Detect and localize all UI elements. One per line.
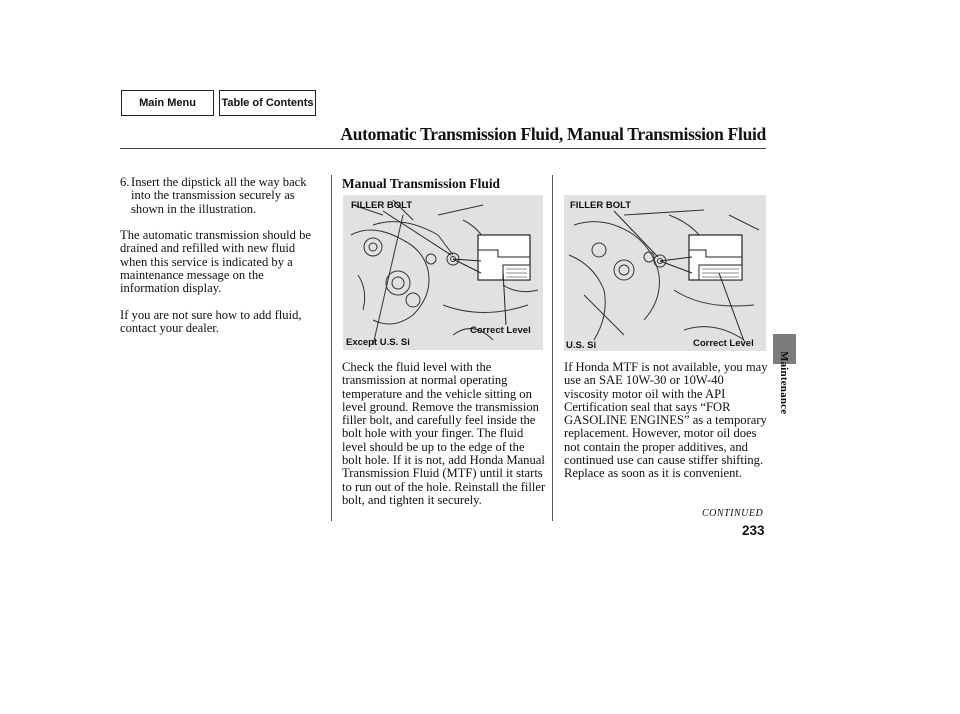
- page-title: Automatic Transmission Fluid, Manual Transmission Fluid: [340, 124, 766, 144]
- add-fluid-paragraph: If you are not sure how to add fluid, contact your dealer.: [120, 308, 302, 336]
- correct-level-label-si: Correct Level: [693, 338, 754, 349]
- section-label: Maintenance: [778, 351, 790, 415]
- filler-bolt-illustration-si: [564, 195, 766, 351]
- step-number: 6.: [120, 175, 130, 189]
- column-divider-right: [552, 175, 553, 521]
- page-number: 233: [742, 523, 765, 538]
- auto-transmission-paragraph: The automatic transmission should be drained and refilled with new fluid when this service is indicated by a maintenance message on the information display.: [120, 228, 311, 296]
- continued-note: CONTINUED: [702, 508, 764, 519]
- column-divider-left: [331, 175, 332, 521]
- filler-bolt-illustration-except-si: [343, 195, 543, 350]
- filler-bolt-label-si: FILLER BOLT: [570, 200, 632, 211]
- manual-transmission-heading: Manual Transmission Fluid: [342, 176, 501, 191]
- illustration-caption-si: U.S. Si: [566, 340, 597, 351]
- title-rule: [120, 148, 766, 149]
- transmission-drawing-si: [564, 195, 766, 351]
- filler-bolt-label: FILLER BOLT: [351, 200, 413, 211]
- check-fluid-paragraph: Check the fluid level with the transmission at normal operating temperature and the vehicle sitting on level ground. Remove the transmission filler bolt, and carefully feel inside the bolt hole with your finger. The fluid level should be up to the edge of the bolt hole. If it is not, add Honda Manual Transmission Fluid (MTF) until it starts to run out of the hole. Reinstall the filler bolt, and tighten it securely.: [342, 360, 546, 507]
- main-menu-button[interactable]: Main Menu: [121, 90, 214, 116]
- step-text-rest: into the transmission securely as shown in the illustration.: [131, 188, 295, 216]
- table-of-contents-button[interactable]: Table of Contents: [219, 90, 316, 116]
- mtf-alternative-paragraph: If Honda MTF is not available, you may use an SAE 10W-30 or 10W-40 viscosity motor oil with the API Certification seal that says “FOR GASOLINE ENGINES” as a temporary replacement. However, motor oil does not contain the proper additives, and continued use can cause stiffer shifting. Replace as soon as it is convenient.: [564, 360, 768, 481]
- step-text-first-line: Insert the dipstick all the way back: [131, 175, 307, 189]
- step-6: [120, 176, 325, 216]
- correct-level-label: Correct Level: [470, 325, 531, 336]
- illustration-caption: Except U.S. Si: [346, 337, 410, 348]
